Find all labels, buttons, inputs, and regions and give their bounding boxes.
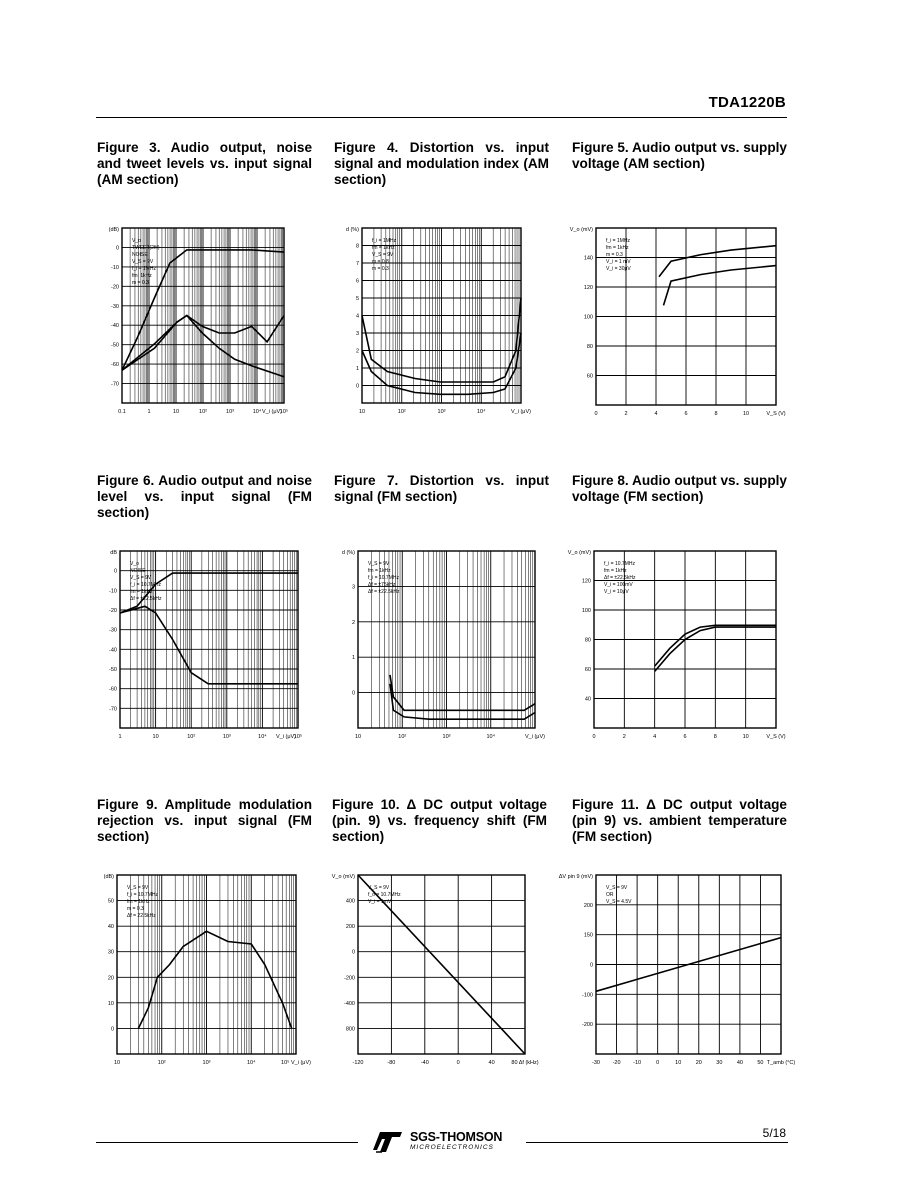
chart-svg [336, 548, 545, 763]
x-tick-label: 8 [713, 734, 717, 740]
chart-svg [98, 872, 311, 1087]
x-tick-label: 8 [714, 411, 718, 417]
annotation-label: fm = 1kHz [606, 245, 629, 251]
annotation-label: V_S = 4.5V [606, 899, 632, 905]
chart-fig8 [567, 548, 786, 763]
y-tick-label: d (%) [341, 550, 355, 556]
y-tick-label: -20 [109, 608, 117, 614]
y-tick-label: 200 [583, 902, 593, 909]
caption-fig4: Figure 4. Distortion vs. input signal and modulation index (AM section) [334, 140, 549, 187]
x-tick-label: 40 [736, 1060, 743, 1066]
y-tick-label: -50 [109, 667, 117, 673]
y-tick-label: -70 [109, 706, 117, 713]
x-tick-label: 10³ [222, 734, 231, 740]
caption-fig6: Figure 6. Audio output and noise level vs. input signal (FM section) [97, 473, 312, 520]
y-tick-label: 0 [351, 949, 355, 956]
st-logo-icon [370, 1128, 404, 1154]
x-tick-label: 4 [654, 411, 658, 417]
y-tick-label: 1 [355, 366, 359, 372]
x-tick-label: -80 [387, 1060, 396, 1066]
annotation-label: f_i = 10.7MHz [127, 892, 158, 898]
chart-svg [98, 548, 303, 763]
y-tick-label: 3 [355, 331, 359, 337]
chart-svg [98, 218, 298, 433]
x-tick-label: 10³ [442, 734, 451, 740]
annotation-label: m = 0.8 [372, 259, 389, 265]
chart-fig9 [98, 872, 311, 1087]
y-tick-label: V_o (mV) [569, 227, 593, 233]
x-tick-label: 0 [592, 734, 596, 740]
y-tick-label: 80 [586, 344, 593, 350]
y-tick-label: 150 [583, 932, 593, 939]
annotation-label: V_S = 9V [127, 885, 149, 891]
y-tick-label: 2 [355, 348, 359, 355]
x-tick-label: 1 [118, 734, 122, 740]
annotation-label: m = 0.3 [127, 906, 144, 912]
annotation-label: f_i = 10.7MHz [130, 582, 161, 588]
y-tick-label: 0 [115, 245, 119, 252]
y-tick-label: 4 [355, 313, 359, 320]
x-tick-label: 6 [684, 411, 688, 417]
x-tick-label: 10⁵ [293, 734, 303, 740]
x-tick-label: 10 [152, 734, 159, 740]
annotation-label: fm = 1kHz [372, 245, 395, 251]
annotation-label: Δf = ±22.5kHz [604, 575, 636, 581]
annotation-label: V_i = 30μV [606, 266, 631, 272]
x-tick-label: 20 [695, 1060, 702, 1066]
x-tick-label: 10³ [437, 409, 446, 415]
caption-fig8: Figure 8. Audio output vs. supply voltage (FM section) [572, 473, 787, 504]
annotation-label: f_i = 1MHz [606, 238, 631, 244]
annotation-label: NOISE [130, 568, 146, 574]
annotation-label: fm = 1kHz [127, 899, 150, 905]
x-tick-label: 10² [157, 1060, 166, 1066]
caption-fig11: Figure 11. Δ DC output voltage (pin 9) vs. ambient temperature (FM section) [572, 797, 787, 844]
y-tick-label: 120 [581, 578, 591, 585]
footer-rule-right [526, 1142, 788, 1143]
x-tick-label: 10⁵ [279, 409, 289, 415]
caption-fig9: Figure 9. Amplitude modulation rejection vs. input signal (FM section) [97, 797, 312, 844]
series-line [120, 606, 298, 684]
y-tick-label: 200 [345, 924, 355, 931]
y-tick-label: -30 [111, 303, 119, 310]
x-tick-label: 10² [397, 409, 406, 415]
annotation-label: Δf = ±75kHz [368, 582, 396, 588]
y-tick-label: d (%) [345, 227, 359, 233]
annotation-label: OR [606, 892, 614, 898]
y-tick-label: 0 [351, 690, 355, 697]
y-tick-label: 120 [583, 285, 593, 291]
x-tick-label: 10⁴ [247, 1060, 256, 1066]
brand-logo [370, 1128, 520, 1158]
annotation-label: V_S = 9V [606, 885, 628, 891]
y-tick-label: -40 [109, 647, 117, 654]
x-tick-label: 10 [172, 409, 180, 415]
y-tick-label: 10 [107, 1000, 114, 1007]
chart-fig3 [98, 218, 298, 433]
chart-svg [331, 872, 539, 1087]
y-tick-label: 50 [107, 898, 114, 905]
annotation-label: V_S = 9V [372, 252, 394, 258]
brand-subtitle: MICROELECTRONICS [410, 1144, 494, 1151]
chart-fig6 [98, 548, 303, 763]
annotation-label: f_i = 10.7MHz [604, 561, 635, 567]
chart-svg [558, 872, 796, 1087]
annotation-label: V_i = 1 mV [606, 259, 631, 265]
x-axis-label: V_i (μV) [276, 734, 296, 740]
y-tick-label: 7 [355, 261, 359, 267]
y-tick-label: 400 [345, 898, 355, 905]
chart-svg [336, 218, 536, 433]
x-tick-label: 10 [354, 734, 362, 740]
y-tick-label: 0 [355, 383, 359, 390]
y-tick-label: 30 [107, 949, 114, 956]
x-tick-label: 10⁴ [252, 409, 262, 415]
y-tick-label: 40 [584, 696, 591, 703]
header-rule [96, 117, 787, 118]
annotation-label: V_i = 10μV [604, 589, 629, 595]
y-tick-label: 140 [583, 255, 593, 262]
x-axis-label: V_i (μV) [262, 409, 282, 415]
annotation-label: Δf = ±22.5kHz [130, 596, 162, 602]
x-tick-label: -10 [633, 1060, 642, 1066]
y-tick-label: 3 [351, 584, 355, 591]
x-tick-label: 2 [622, 734, 626, 740]
x-tick-label: 10 [742, 734, 749, 740]
caption-fig10: Figure 10. Δ DC output voltage (pin. 9) vs. frequency shift (FM section) [332, 797, 547, 844]
x-tick-label: -30 [592, 1060, 600, 1066]
x-tick-label: 10³ [226, 409, 234, 415]
y-tick-label: -70 [111, 381, 119, 388]
y-tick-label: 0 [589, 962, 593, 969]
x-tick-label: 10² [187, 734, 196, 740]
x-tick-label: 1 [147, 409, 151, 415]
series-line [390, 684, 535, 719]
chart-svg [567, 548, 786, 763]
y-tick-label: ΔV pin 9 (mV) [558, 874, 593, 880]
footer-rule-left [96, 1142, 358, 1143]
annotation-label: V_S = 9V [368, 561, 390, 567]
y-tick-label: 100 [581, 608, 591, 614]
page-number: 5/18 [762, 1126, 786, 1140]
y-tick-label: -40 [111, 323, 119, 330]
annotation-label: V_S = 9V [368, 885, 390, 891]
y-tick-label: (dB) [103, 874, 114, 880]
y-tick-label: V_o (mV) [331, 874, 355, 880]
y-tick-label: 60 [584, 667, 591, 673]
caption-fig5: Figure 5. Audio output vs. supply voltage (AM section) [572, 140, 787, 171]
chart-fig10 [331, 872, 539, 1087]
y-tick-label: -60 [109, 686, 117, 693]
x-tick-label: 0 [656, 1060, 660, 1066]
x-tick-label: V_S (V) [766, 411, 786, 417]
x-tick-label: 4 [653, 734, 657, 740]
y-tick-label: -30 [109, 627, 117, 634]
x-tick-label: 0 [456, 1060, 460, 1066]
x-tick-label: -120 [352, 1060, 364, 1066]
series-line [664, 266, 777, 306]
x-tick-label: 10 [675, 1060, 682, 1066]
annotation-label: Δf = ±22.5kHz [368, 589, 400, 595]
y-tick-label: 80 [584, 637, 591, 644]
y-tick-label: 5 [355, 296, 359, 302]
annotation-label: V_S = 9V [130, 575, 152, 581]
y-tick-label: -50 [111, 342, 119, 349]
y-tick-label: 0 [110, 1026, 114, 1033]
y-tick-label: dB [110, 550, 117, 556]
x-tick-label: 10⁴ [486, 734, 495, 740]
annotation-label: fm: 1kHz [132, 273, 152, 279]
y-tick-label: 2 [351, 619, 355, 626]
annotation-label: V_o [132, 238, 141, 244]
y-tick-label: 20 [107, 975, 114, 982]
annotation-label: fm = 1kHz [604, 568, 627, 574]
x-tick-label: V_i (μV) [511, 409, 531, 415]
x-tick-label: -40 [420, 1060, 429, 1066]
y-tick-label: -10 [111, 264, 119, 271]
x-tick-label: 10 [742, 411, 750, 417]
annotation-label: m = 0.3 [606, 252, 623, 258]
annotation-label: fm = 1kHz [130, 589, 153, 595]
y-tick-label: -200 [343, 975, 355, 982]
x-tick-label: 2 [624, 411, 628, 417]
chart-fig11 [558, 872, 796, 1087]
y-tick-label: 1 [351, 655, 355, 662]
y-tick-label: 6 [355, 278, 359, 285]
y-tick-label: -10 [109, 588, 117, 595]
annotation-label: V_i = 1mV [368, 899, 392, 905]
x-tick-label: 10⁴ [477, 409, 486, 415]
annotation-label: f_i = 1MHz [132, 266, 157, 272]
x-tick-label: 50 [757, 1060, 764, 1066]
x-tick-label: 80 Δf (kHz) [511, 1060, 539, 1066]
y-tick-label: -100 [581, 992, 593, 999]
y-tick-label: -400 [343, 1000, 355, 1007]
chart-fig5 [569, 218, 786, 433]
annotation-label: f_i = 10.7MHz [368, 575, 399, 581]
x-tick-label: 10³ [202, 1060, 211, 1066]
x-tick-label: 10⁵ V_i (μV) [281, 1060, 311, 1066]
chart-fig4 [336, 218, 536, 433]
x-tick-label: 10² [199, 409, 207, 415]
x-tick-label: 10² [398, 734, 407, 740]
x-tick-label: 10 [113, 1060, 121, 1066]
chart-fig7 [336, 548, 545, 763]
y-tick-label: (dB) [108, 227, 119, 233]
x-tick-label: V_i (μV) [525, 734, 545, 740]
annotation-label: f_i = 1MHz [372, 238, 397, 244]
y-tick-label: 100 [583, 314, 593, 321]
annotation-label: V_S = 9V [132, 259, 154, 265]
y-tick-label: 40 [107, 924, 114, 931]
y-tick-label: 8 [355, 243, 359, 250]
y-tick-label: V_o (mV) [567, 550, 591, 556]
x-tick-label: 10⁴ [258, 734, 267, 740]
annotation-label: V_o [130, 561, 139, 567]
brand-name: SGS-THOMSON [410, 1130, 503, 1144]
y-tick-label: -200 [581, 1022, 593, 1029]
x-tick-label: 30 [716, 1060, 723, 1066]
chart-svg [569, 218, 786, 433]
y-tick-label: 800 [345, 1026, 355, 1033]
annotation-label: NOISE [132, 252, 148, 258]
annotation-label: fm = 1kHz [368, 568, 391, 574]
x-tick-label: V_S (V) [766, 734, 786, 740]
x-tick-label: T_amb (°C) [766, 1060, 796, 1066]
x-tick-label: 10 [358, 409, 366, 415]
document-title: TDA1220B [708, 94, 786, 111]
y-tick-label: 60 [586, 373, 593, 380]
x-tick-label: 0 [594, 411, 598, 417]
x-tick-label: -20 [612, 1060, 621, 1066]
annotation-label: TWEET(2fif) [132, 245, 160, 251]
annotation-label: f_o = 10.7MHz [368, 892, 401, 898]
annotation-label: V_i = 100mV [604, 582, 633, 588]
caption-fig7: Figure 7. Distortion vs. input signal (FM section) [334, 473, 549, 504]
annotation-label: m = 0.3 [132, 280, 149, 286]
y-tick-label: 0 [113, 568, 117, 575]
x-tick-label: 0.1 [118, 409, 126, 415]
caption-fig3: Figure 3. Audio output, noise and tweet levels vs. input signal (AM section) [97, 140, 312, 187]
y-tick-label: -20 [111, 284, 119, 291]
annotation-label: m = 0.3 [372, 266, 389, 272]
x-tick-label: 6 [683, 734, 687, 740]
y-tick-label: -60 [111, 362, 119, 369]
annotation-label: Δf = 22.5kHz [127, 913, 156, 919]
x-tick-label: 40 [488, 1060, 495, 1066]
